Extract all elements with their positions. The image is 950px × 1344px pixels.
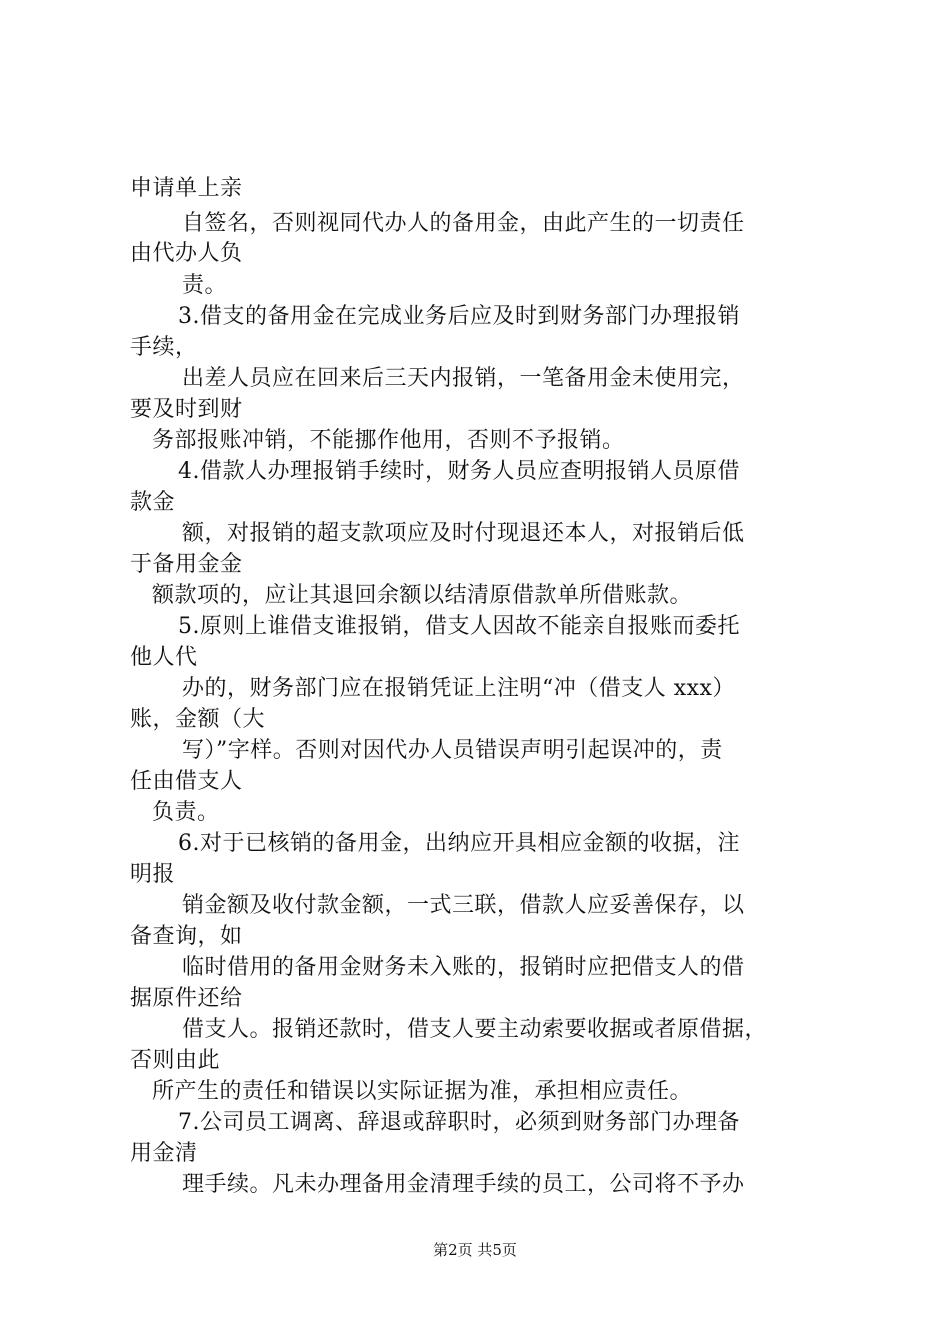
text-line: 任由借支人 xyxy=(130,769,243,794)
text-line: 负责。 xyxy=(152,800,220,825)
text-line: 务部报账冲销，不能挪作他用，否则不予报销。 xyxy=(152,428,625,453)
text-line: 5.原则上谁借支谁报销，借支人因故不能亲自报账而委托 xyxy=(178,614,740,639)
text-line: 3.借支的备用金在完成业务后应及时到财务部门办理报销 xyxy=(178,304,740,329)
text-line: 办的，财务部门应在报销凭证上注明“冲（借支人 xxx） xyxy=(182,676,735,701)
text-line: 所产生的责任和错误以实际证据为准，承担相应责任。 xyxy=(152,1079,693,1104)
text-line: 要及时到财 xyxy=(130,397,243,422)
text-line: 借支人。报销还款时，借支人要主动索要收据或者原借据， xyxy=(182,1017,768,1042)
text-line: 于备用金金 xyxy=(130,552,243,577)
text-line: 责。 xyxy=(182,273,228,298)
text-line: 7.公司员工调离、辞退或辞职时，必须到财务部门办理备 xyxy=(178,1110,740,1135)
text-line: 自签名，否则视同代办人的备用金，由此产生的一切责任 xyxy=(182,211,745,236)
text-line: 临时借用的备用金财务未入账的，报销时应把借支人的借 xyxy=(182,955,745,980)
text-line: 据原件还给 xyxy=(130,986,243,1011)
text-line: 销金额及收付款金额，一式三联，借款人应妥善保存，以 xyxy=(182,893,745,918)
text-line: 明报 xyxy=(130,862,176,887)
text-line: 6.对于已核销的备用金，出纳应开具相应金额的收据，注 xyxy=(178,831,740,856)
text-line: 4.借款人办理报销手续时，财务人员应查明报销人员原借 xyxy=(178,459,740,484)
text-line: 额，对报销的超支款项应及时付现退还本人，对报销后低 xyxy=(182,521,745,546)
text-line: 出差人员应在回来后三天内报销，一笔备用金未使用完， xyxy=(182,366,745,391)
text-line: 由代办人负 xyxy=(130,241,243,266)
text-line: 账，金额（大 xyxy=(130,707,266,732)
text-line: 理手续。凡未办理备用金清理手续的员工，公司将不予办 xyxy=(182,1172,745,1197)
text-line: 额款项的，应让其退回余额以结清原借款单所借账款。 xyxy=(152,583,693,608)
text-line: 手续， xyxy=(130,335,198,360)
text-line: 备查询，如 xyxy=(130,924,243,949)
page-number-footer: 第2页 共5页 xyxy=(433,1241,517,1259)
text-line: 否则由此 xyxy=(130,1048,221,1073)
text-line: 写）”字样。否则对因代办人员错误声明引起误冲的，责 xyxy=(182,738,723,763)
text-line: 他人代 xyxy=(130,645,198,670)
text-line: 申请单上亲 xyxy=(130,176,243,201)
text-line: 用金清 xyxy=(130,1141,198,1166)
text-line: 款金 xyxy=(130,490,176,515)
